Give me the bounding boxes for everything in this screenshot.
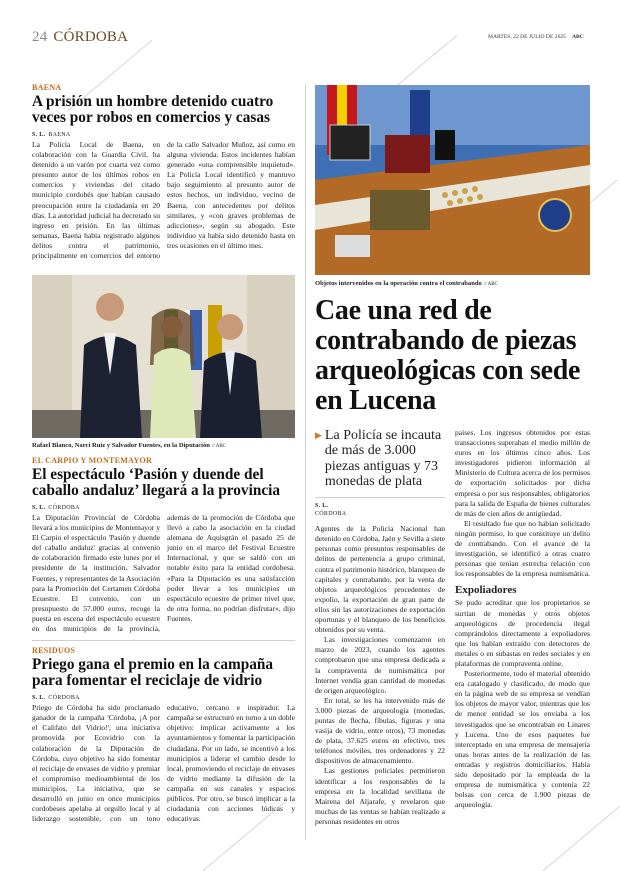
- article-baena: [32, 83, 295, 269]
- byline-author: S. L.: [32, 132, 46, 138]
- main-body-col1: [315, 524, 445, 827]
- main-article: [315, 296, 595, 827]
- main-col1: [315, 428, 445, 827]
- issue-date: [488, 34, 584, 40]
- kicker-carpio: EL CARPIO Y MONTEMAYOR: [32, 456, 153, 465]
- deck-text: La Policía se incauta de más de 3.000 piezas antiguas y 73 monedas de plata: [324, 428, 442, 489]
- brand-name: ABC: [571, 34, 584, 40]
- column-divider: [305, 84, 306, 840]
- page-folio: [32, 29, 128, 46]
- caption-text: Rafael Blanco, Narci Ruiz y Salvador Fuentes, en la Diputación: [32, 442, 210, 449]
- seized-objects-illustration: [315, 85, 590, 275]
- byline-place: CÓRDOBA: [48, 505, 80, 511]
- paragraph: La Policía Local de Baena, en colaboración con la Guardia Civil, ha detenido a un varón por cuarta vez como presunto autor de los últimos robos en comercios y viviendas del citado municipio cordobés que habían causado preocupación entre la ciudadanía en 20 días. La autoridad judicial ha decretado su ingreso en prisión. En las últimas semanas, Baena había registrado algunos delitos contra el patrimonio, principalmente en comercios del entorno de la calle Salvador Muñoz, así como en alguna vivienda. Estos incidentes habían generado «una comprensible inquietud». La Policía Local identificó y mantuvo bajo seguimiento al presunto autor de estos hechos, un individuo, vecino de Baena, con antecedentes por delitos similares, y «con graves problemas de adicciones», según su abogado. Este individuo ya había sido detenido hasta en tres ocasiones en el último mes.: [32, 140, 295, 261]
- people-photo-illustration: [32, 275, 295, 438]
- caption-diputacion: [32, 441, 295, 451]
- byline-main: [315, 502, 445, 518]
- byline-author: S. L.: [315, 503, 329, 510]
- main-body-col2: [455, 428, 590, 827]
- kicker-residuos: RESIDUOS: [32, 646, 76, 656]
- headline-residuos: Priego gana el premio en la campaña para fomentar el reciclaje de vidrio: [32, 656, 274, 689]
- photo-credit: // ABC: [211, 444, 227, 449]
- triangle-bullet-icon: ▶: [315, 430, 322, 440]
- photo-credit: // ABC: [483, 282, 498, 287]
- body-residuos: [32, 703, 295, 824]
- paragraph: El resultado fue que no habían solicitado ningún permiso, lo que constituye un delito de contrabando. Con el avance de la investigación, se identificó a otras cuatro personas que tenían estrecha relación con los responsables de la empresa numismática.: [455, 518, 590, 579]
- photo-diputacion: [32, 275, 295, 438]
- main-columns: [315, 428, 595, 827]
- paragraph: Las investigaciones comenzaron en marzo de 2023, cuando los agentes comprobaron que una empresa dedicada a la compraventa de numismática por Internet vendía gran cantidad de monedas de origen arqueológico.: [315, 635, 445, 695]
- byline-author: S. L.: [32, 505, 46, 511]
- caption-text: Objetos intervenidos en la operación contra el contrabando: [315, 280, 482, 287]
- byline-carpio: [32, 504, 295, 512]
- caption-contraband: [315, 279, 595, 289]
- article-carpio: [32, 456, 295, 634]
- paragraph: Posteriormente, todo el material obtenido era catalogado y clasificado, de modo que en la página web de su empresa se vendían los objetos de mayor valor, mientras que los de menor entidad se los enviaba a los investigados que se encontraban en Linares y Lucena. Uno de esos paquetes fue interceptado en una empresa de mensajería unas horas antes de la realización de las entradas y registros domiciliarios. Había sido depositado por la empleada de la empresa de numismática y contenía 22 bolsas con cerca de 1.900 piezas de arqueología.: [455, 669, 590, 810]
- body-baena: [32, 140, 295, 261]
- left-column: [32, 83, 295, 824]
- main-headline: Cae una red de contrabando de piezas arqueológicas con sede en Lucena: [315, 295, 581, 416]
- deck-divider: [315, 497, 445, 498]
- paragraph: Agentes de la Policía Nacional han detenido en Córdoba, Jaén y Sevilla a siete personas como presuntos responsables de delitos de pertenencia a grupo criminal, contra el patrimonio histórico, blanqueo de capitales y contrabando, por la venta de objetos arqueológicos procedentes de expolio, la exportación de gran parte de ellos sin las autorizaciones de exportación oportunas y el blanqueo de los beneficios obtenidos por su venta.: [315, 524, 445, 635]
- kicker-baena: BAENA: [32, 83, 62, 92]
- paragraph: Las gestiones policiales permitieron identificar a los responsables de la empresa en la localidad sevillana de Mairena del Aljarafe, y revelaron que muchas de las ventas se habían realizado a personas residentes en otros: [315, 766, 445, 826]
- byline-place: BAENA: [48, 132, 71, 138]
- byline-baena: [32, 131, 295, 139]
- paragraph: países. Los ingresos obtenidos por estas transacciones superaban el medio millón de euros en los últimos cinco años. Los investigadores pidieron información al Ministerio de Cultura acerca de los permisos de exportación solicitados por dicha empresa o por sus responsables, obligatorios para la salida de España de bienes culturales de más de cien años de antigüedad.: [455, 428, 590, 518]
- byline-place: CÓRDOBA: [48, 695, 80, 702]
- section-title: CÓRDOBA: [53, 29, 129, 45]
- paragraph: Priego de Córdoba ha sido proclamado ganador de la campaña 'Córdoba, ¡A por el Califato del Vidrio!'; una iniciativa promovida por Ecovidrio con la colaboración de la Diputación de Córdoba, cuyo objetivo ha sido fomentar el reciclaje de envases de vidrio y premiar el compromiso medioambiental de los municipios. La iniciativa, que se desarrolló en junio en once municipios cordobeses apelaba al orgullo local y al liderazgo sostenible, con un tono educativo, cercano e inspirador. La campaña se estructuró en torno a un doble objetivo: implicar activamente a los ayuntamientos y fomentar la participación ciudadana. Por un lado, se incentivó a los municipios a liderar el cambio desde lo local, promoviendo el reciclaje de envases de vidrio mediante la difusión de la campaña en sus canales y espacios públicos. Por otro, se buscó implicar a la ciudadanía con acciones lúdicas y educativas.: [32, 703, 295, 824]
- body-carpio: [32, 513, 295, 634]
- article-residuos: [32, 646, 295, 824]
- headline-carpio: El espectáculo ‘Pasión y duende del caballo andaluz’ llegará a la provincia: [32, 466, 281, 499]
- paragraph: La Diputación Provincial de Córdoba llevará a los municipios de Montemayor y El Carpio el espectáculo 'Pasión y duende del caballo andaluz' gracias al convenio de colaboración firmado este lunes por el presidente de la institución, Salvador Fuentes, y representantes de la Asociación para la Promoción del Certamen Córdoba Ecuestre. El convenio, con un presupuesto de 57.000 euros, recoge la puesta en escena del espectáculo ecuestre en dos municipios de la provincia, además de la promoción de Córdoba que llevó a cabo la asociación en la ciudad alemana de Aquisgrán el pasado 25 de junio en el marco del Festival Ecuestre Internacional, y que se saldó con un notable éxito para la entidad cordobesa. «Para la Diputación es una satisfacción poder llevar a los municipios un espectáculo ecuestre de primer nivel que, de otra forma, no podrían disfrutar», dijo Fuentes.: [32, 513, 295, 634]
- photo-contraband: [315, 85, 590, 275]
- date-text: MARTES, 22 DE JULIO DE 2025: [488, 34, 566, 40]
- byline-place: CÓRDOBA: [315, 511, 347, 518]
- main-deck: [315, 428, 445, 489]
- byline-residuos: [32, 694, 295, 702]
- paragraph: Se pudo acreditar que los propietarios se surtían de monedas y otros objetos arqueológicos de procedencia ilegal comprándolos directamente a expoliadores que los habían extraído con detectores de metales o en subastas en redes sociales y en plataformas de compraventa online.: [455, 598, 590, 668]
- headline-baena: A prisión un hombre detenido cuatro veces por robos en comercios y casas: [32, 93, 274, 126]
- byline-author: S. L.: [32, 695, 46, 702]
- paragraph: En total, se les ha intervenido más de 3.000 piezas de arqueología (monedas, puntas de flecha, fíbulas, figuras y una vasija de vidrio, entre otros), 73 monedas de plata, 37.625 euros en efectivo, tres teléfonos móviles, tres ordenadores y 22 dispositivos de almacenamiento.: [315, 695, 445, 766]
- page-number: 24: [32, 29, 48, 45]
- section-divider: [32, 640, 295, 641]
- subheading: Expoliadores: [455, 584, 517, 597]
